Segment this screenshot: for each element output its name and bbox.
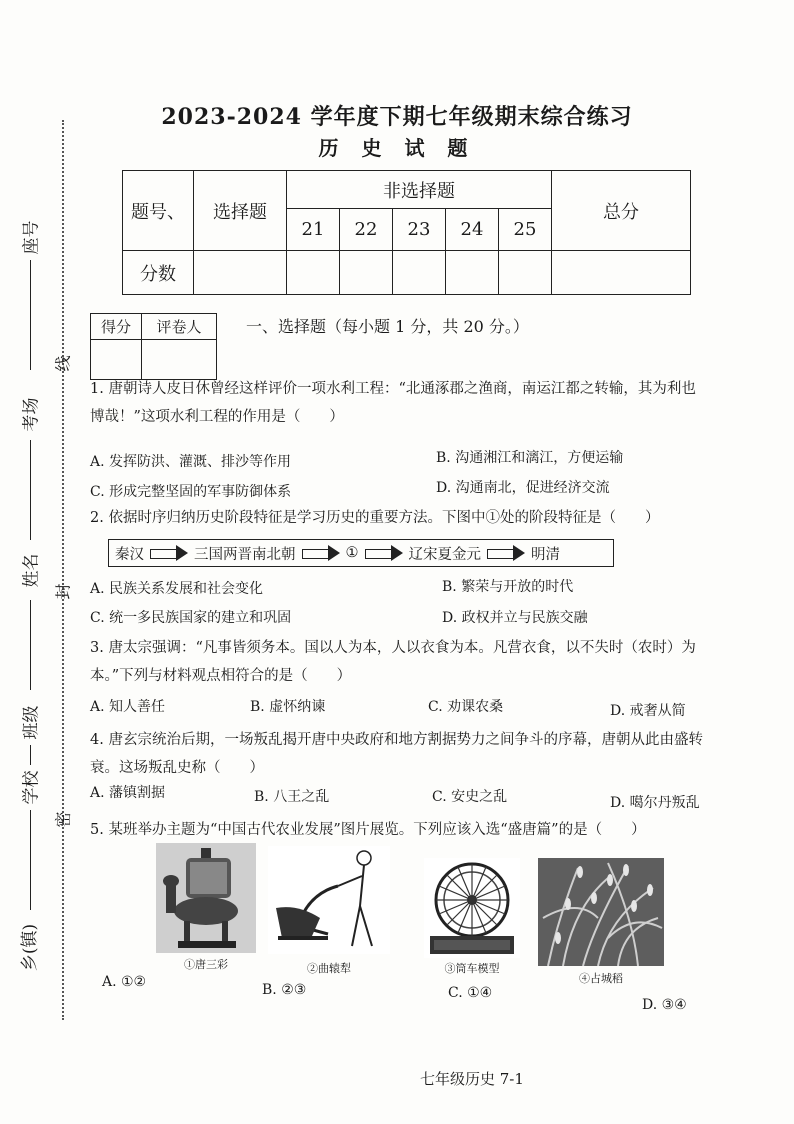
q2-option-c[interactable]: C. 统一多民族国家的建立和巩固 <box>90 610 292 626</box>
page-subtitle: 历 史 试 题 <box>318 136 476 160</box>
caption-2: ②曲辕犁 <box>307 962 351 975</box>
q1-option-c[interactable]: C. 形成完整坚固的军事防御体系 <box>90 484 292 500</box>
q3-option-d[interactable]: D. 戒奢从简 <box>610 703 686 719</box>
row-score-label: 分数 <box>123 251 194 295</box>
num-25: 25 <box>499 209 552 251</box>
caption-4: ④占城稻 <box>579 972 623 985</box>
q5-text: 5. 某班举办主题为“中国古代农业发展”图片展览。下列应该入选“盛唐篇”的是（ ） <box>90 822 646 838</box>
q1-option-a[interactable]: A. 发挥防洪、灌溉、排沙等作用 <box>90 454 292 470</box>
class-label: 班级 <box>21 705 42 740</box>
score-cell-21[interactable] <box>287 251 340 295</box>
timeline-arrow-icon <box>150 545 188 561</box>
town-label: 乡(镇) <box>20 923 41 972</box>
room-line <box>30 440 31 540</box>
page-title: 2023-2024 学年度下期七年级期末综合练习 <box>161 104 633 130</box>
q4-option-b[interactable]: B. 八王之乱 <box>254 789 330 805</box>
camel-icon <box>156 843 256 953</box>
timeline-item-sanguo: 三国两晋南北朝 <box>194 546 296 563</box>
q3-option-a[interactable]: A. 知人善任 <box>90 699 166 715</box>
num-22: 22 <box>340 209 393 251</box>
num-24: 24 <box>446 209 499 251</box>
q2-option-a[interactable]: A. 民族关系发展和社会变化 <box>90 581 264 597</box>
seal-char-xian: 线 <box>53 355 73 372</box>
picture-tang-sancai <box>156 843 256 953</box>
q3-line2: 本。”下列与材料观点相符合的是（ ） <box>90 668 352 684</box>
q2-option-b[interactable]: B. 繁荣与开放的时代 <box>442 579 574 595</box>
score-cell-choice[interactable] <box>194 251 287 295</box>
section-heading: 一、选择题（每小题 1 分，共 20 分。） <box>246 317 529 336</box>
water-wheel-icon <box>424 858 520 958</box>
q1-option-b[interactable]: B. 沟通湘江和漓江，方便运输 <box>436 450 624 466</box>
q4-option-a[interactable]: A. 藩镇割据 <box>90 785 166 801</box>
score-table <box>122 170 691 295</box>
school-label: 学校 <box>21 770 42 805</box>
timeline-arrow-icon <box>365 545 403 561</box>
q5-option-d[interactable]: D. ③④ <box>642 997 687 1013</box>
rice-plant-icon <box>538 858 664 966</box>
q5-option-b[interactable]: B. ②③ <box>262 982 307 998</box>
seal-char-mi: 密 <box>53 811 73 828</box>
num-23: 23 <box>393 209 446 251</box>
name-line <box>30 600 31 690</box>
timeline-arrow-icon <box>487 545 525 561</box>
timeline-item-blank: ① <box>345 545 359 561</box>
timeline-item-mingqing: 明清 <box>531 546 560 563</box>
grader-score-header: 得分 <box>91 314 142 340</box>
q3-option-c[interactable]: C. 劝课农桑 <box>428 699 504 715</box>
picture-curved-plough <box>268 846 390 954</box>
q1-text <box>90 375 760 431</box>
seal-char-feng: 封 <box>53 583 73 600</box>
q2-timeline <box>108 539 614 567</box>
q3-text <box>90 634 760 690</box>
score-cell-23[interactable] <box>393 251 446 295</box>
col-nonchoice-header: 非选择题 <box>287 171 552 209</box>
score-cell-25[interactable] <box>499 251 552 295</box>
room-label: 考场 <box>21 397 42 432</box>
caption-3: ③筒车模型 <box>444 962 500 975</box>
picture-champa-rice <box>538 858 664 966</box>
caption-1: ①唐三彩 <box>184 958 228 971</box>
q1-option-d[interactable]: D. 沟通南北，促进经济交流 <box>436 480 610 496</box>
q4-text <box>90 726 760 782</box>
picture-water-wheel <box>424 858 520 958</box>
col-total-header: 总分 <box>552 171 691 251</box>
q4-line2: 衰。这场叛乱史称（ ） <box>90 760 264 776</box>
q2-option-d[interactable]: D. 政权并立与民族交融 <box>442 610 588 626</box>
grader-table <box>90 313 217 380</box>
q5-option-a[interactable]: A. ①② <box>102 974 147 990</box>
grader-score-cell[interactable] <box>91 340 142 380</box>
score-cell-24[interactable] <box>446 251 499 295</box>
col-question-header: 题号、 <box>123 171 194 251</box>
q4-option-d[interactable]: D. 噶尔丹叛乱 <box>610 795 700 811</box>
class-line <box>30 745 31 765</box>
q3-line1: 3. 唐太宗强调：“凡事皆须务本。国以人为本，人以衣食为本。凡营衣食，以不失时（农时）为 <box>90 640 696 656</box>
q2-text: 2. 依据时序归纳历史阶段特征是学习历史的重要方法。下图中①处的阶段特征是（ ） <box>90 510 660 526</box>
timeline-item-liaosong: 辽宋夏金元 <box>408 546 481 563</box>
q1-line2: 博哉！”这项水利工程的作用是（ ） <box>90 409 344 425</box>
name-label: 姓名 <box>21 553 42 588</box>
timeline-item-qinhan: 秦汉 <box>115 546 144 563</box>
page-footer: 七年级历史 7-1 <box>420 1070 524 1088</box>
q4-line1: 4. 唐玄宗统治后期，一场叛乱揭开唐中央政府和地方割据势力之间争斗的序幕，唐朝从此由盛转 <box>90 732 703 748</box>
timeline-arrow-icon <box>302 545 340 561</box>
score-cell-22[interactable] <box>340 251 393 295</box>
q4-option-c[interactable]: C. 安史之乱 <box>432 789 508 805</box>
col-choice-header: 选择题 <box>194 171 287 251</box>
grader-name-cell[interactable] <box>142 340 217 380</box>
school-line <box>30 810 31 910</box>
seat-line <box>30 260 31 370</box>
grader-name-header: 评卷人 <box>142 314 217 340</box>
seat-label: 座号 <box>21 220 42 255</box>
q5-option-c[interactable]: C. ①④ <box>448 985 493 1001</box>
q3-option-b[interactable]: B. 虚怀纳谏 <box>250 699 326 715</box>
plough-icon <box>268 846 390 954</box>
seal-dotted-line <box>62 120 64 1020</box>
num-21: 21 <box>287 209 340 251</box>
q1-line1: 1. 唐朝诗人皮日休曾经这样评价一项水利工程：“北通涿郡之渔商，南运江都之转输，其为利也 <box>90 381 696 397</box>
score-cell-total[interactable] <box>552 251 691 295</box>
